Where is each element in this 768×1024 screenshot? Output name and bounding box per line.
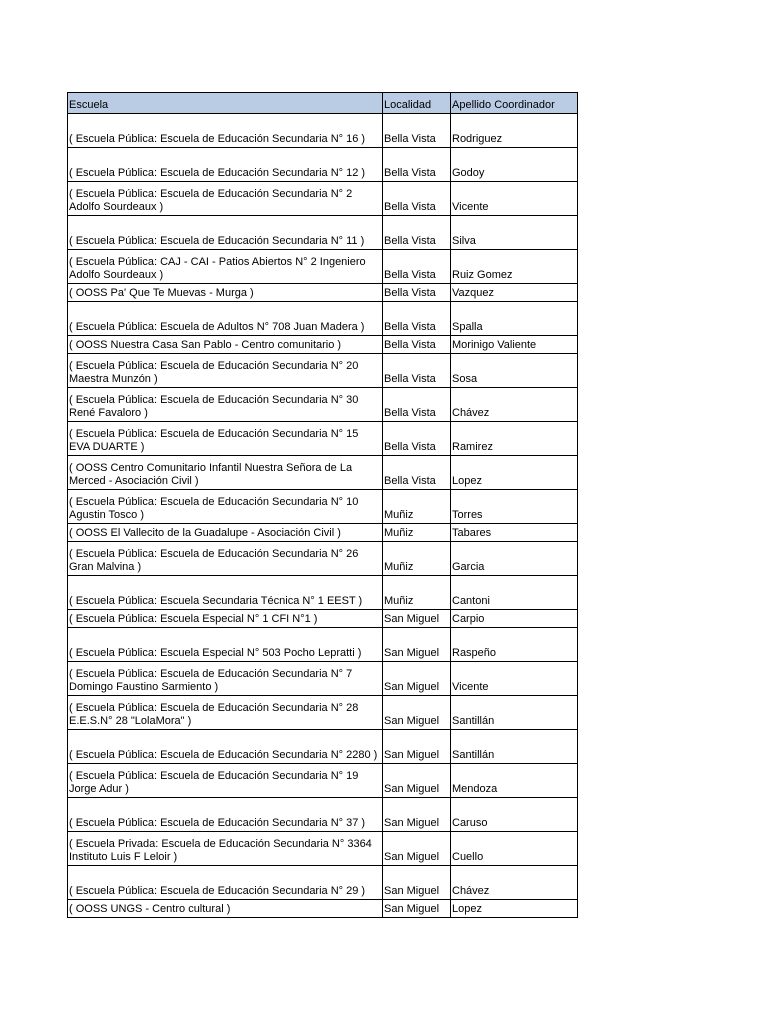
cell-localidad: Muñiz: [383, 490, 451, 524]
cell-coordinador: Sosa: [451, 354, 578, 388]
table-row: [68, 764, 578, 798]
table-row: [68, 422, 578, 456]
cell-coordinador: Lopez: [451, 900, 578, 918]
cell-localidad: Muñiz: [383, 576, 451, 610]
cell-coordinador: Vazquez: [451, 284, 578, 302]
schools-table: [67, 92, 578, 918]
cell-coordinador: Raspeño: [451, 628, 578, 662]
cell-escuela: ( Escuela Pública: Escuela de Educación Secundaria N° 37 ): [68, 798, 383, 832]
cell-coordinador: Rodriguez: [451, 114, 578, 148]
cell-coordinador: Silva: [451, 216, 578, 250]
table-row: [68, 900, 578, 918]
table-body: [68, 114, 578, 918]
table-row: [68, 284, 578, 302]
cell-escuela: ( OOSS UNGS - Centro cultural ): [68, 900, 383, 918]
cell-localidad: Bella Vista: [383, 216, 451, 250]
cell-escuela: ( OOSS El Vallecito de la Guadalupe - Asociación Civil ): [68, 524, 383, 542]
table-row: [68, 730, 578, 764]
cell-escuela: ( Escuela Pública: Escuela de Educación Secundaria N° 10 Agustin Tosco ): [68, 490, 383, 524]
cell-localidad: Bella Vista: [383, 422, 451, 456]
cell-localidad: San Miguel: [383, 900, 451, 918]
cell-localidad: Muñiz: [383, 524, 451, 542]
cell-coordinador: Spalla: [451, 302, 578, 336]
table-row: [68, 866, 578, 900]
cell-localidad: Bella Vista: [383, 456, 451, 490]
table-row: [68, 662, 578, 696]
table-row: [68, 696, 578, 730]
table-row: [68, 576, 578, 610]
cell-localidad: Bella Vista: [383, 148, 451, 182]
cell-escuela: ( Escuela Pública: Escuela de Educación Secundaria N° 19 Jorge Adur ): [68, 764, 383, 798]
cell-coordinador: Godoy: [451, 148, 578, 182]
cell-coordinador: Ruiz Gomez: [451, 250, 578, 284]
cell-coordinador: Chávez: [451, 388, 578, 422]
cell-localidad: Bella Vista: [383, 284, 451, 302]
cell-coordinador: Garcia: [451, 542, 578, 576]
cell-localidad: San Miguel: [383, 662, 451, 696]
cell-escuela: ( Escuela Pública: Escuela de Educación Secundaria N° 28 E.E.S.N° 28 "LolaMora" ): [68, 696, 383, 730]
cell-escuela: ( Escuela Pública: Escuela de Educación Secundaria N° 2 Adolfo Sourdeaux ): [68, 182, 383, 216]
table-row: [68, 250, 578, 284]
cell-localidad: San Miguel: [383, 764, 451, 798]
cell-localidad: Bella Vista: [383, 114, 451, 148]
cell-escuela: ( Escuela Privada: Escuela de Educación Secundaria N° 3364 Instituto Luis F Leloir ): [68, 832, 383, 866]
cell-escuela: ( Escuela Pública: Escuela de Educación Secundaria N° 12 ): [68, 148, 383, 182]
table-row: [68, 490, 578, 524]
cell-escuela: ( Escuela Pública: Escuela de Educación Secundaria N° 2280 ): [68, 730, 383, 764]
table-row: [68, 354, 578, 388]
table-row: [68, 388, 578, 422]
cell-localidad: Bella Vista: [383, 354, 451, 388]
cell-escuela: ( Escuela Pública: Escuela Especial N° 1 CFI N°1 ): [68, 610, 383, 628]
table-row: [68, 302, 578, 336]
table-row: [68, 628, 578, 662]
cell-escuela: ( Escuela Pública: Escuela de Educación Secundaria N° 29 ): [68, 866, 383, 900]
cell-localidad: Bella Vista: [383, 302, 451, 336]
cell-escuela: ( Escuela Pública: Escuela de Educación Secundaria N° 16 ): [68, 114, 383, 148]
table-row: [68, 148, 578, 182]
cell-localidad: San Miguel: [383, 832, 451, 866]
cell-escuela: ( Escuela Pública: Escuela de Educación Secundaria N° 30 René Favaloro ): [68, 388, 383, 422]
cell-localidad: San Miguel: [383, 798, 451, 832]
header-coordinador: Apellido Coordinador: [451, 93, 578, 114]
cell-escuela: ( Escuela Pública: Escuela de Educación Secundaria N° 26 Gran Malvina ): [68, 542, 383, 576]
cell-localidad: Muñiz: [383, 542, 451, 576]
cell-coordinador: Carpio: [451, 610, 578, 628]
cell-localidad: San Miguel: [383, 628, 451, 662]
cell-coordinador: Morinigo Valiente: [451, 336, 578, 354]
cell-coordinador: Cuello: [451, 832, 578, 866]
cell-coordinador: Santillán: [451, 696, 578, 730]
cell-coordinador: Vicente: [451, 662, 578, 696]
cell-coordinador: Chávez: [451, 866, 578, 900]
cell-escuela: ( Escuela Pública: Escuela de Adultos N° 708 Juan Madera ): [68, 302, 383, 336]
cell-escuela: ( OOSS Nuestra Casa San Pablo - Centro comunitario ): [68, 336, 383, 354]
cell-localidad: Bella Vista: [383, 388, 451, 422]
table-row: [68, 798, 578, 832]
cell-escuela: ( OOSS Centro Comunitario Infantil Nuestra Señora de La Merced - Asociación Civil ): [68, 456, 383, 490]
cell-escuela: ( Escuela Pública: Escuela Especial N° 503 Pocho Lepratti ): [68, 628, 383, 662]
cell-escuela: ( Escuela Pública: Escuela de Educación Secundaria N° 15 EVA DUARTE ): [68, 422, 383, 456]
cell-localidad: Bella Vista: [383, 250, 451, 284]
cell-coordinador: Tabares: [451, 524, 578, 542]
cell-localidad: San Miguel: [383, 866, 451, 900]
cell-localidad: Bella Vista: [383, 336, 451, 354]
cell-escuela: ( Escuela Pública: Escuela de Educación Secundaria N° 7 Domingo Faustino Sarmiento ): [68, 662, 383, 696]
cell-localidad: San Miguel: [383, 730, 451, 764]
table-row: [68, 832, 578, 866]
cell-escuela: ( Escuela Pública: Escuela Secundaria Técnica N° 1 EEST ): [68, 576, 383, 610]
table-row: [68, 524, 578, 542]
cell-coordinador: Torres: [451, 490, 578, 524]
table-row: [68, 114, 578, 148]
cell-localidad: San Miguel: [383, 696, 451, 730]
cell-escuela: ( Escuela Pública: Escuela de Educación Secundaria N° 20 Maestra Munzón ): [68, 354, 383, 388]
table-row: [68, 336, 578, 354]
cell-localidad: San Miguel: [383, 610, 451, 628]
header-localidad: Localidad: [383, 93, 451, 114]
table-row: [68, 610, 578, 628]
header-row: [68, 93, 578, 114]
cell-coordinador: Mendoza: [451, 764, 578, 798]
cell-coordinador: Cantoni: [451, 576, 578, 610]
table-row: [68, 456, 578, 490]
cell-localidad: Bella Vista: [383, 182, 451, 216]
cell-coordinador: Santillán: [451, 730, 578, 764]
table-row: [68, 216, 578, 250]
cell-coordinador: Caruso: [451, 798, 578, 832]
cell-escuela: ( OOSS Pa' Que Te Muevas - Murga ): [68, 284, 383, 302]
header-escuela: Escuela: [68, 93, 383, 114]
cell-coordinador: Lopez: [451, 456, 578, 490]
cell-coordinador: Ramirez: [451, 422, 578, 456]
table-row: [68, 542, 578, 576]
cell-escuela: ( Escuela Pública: CAJ - CAI - Patios Abiertos N° 2 Ingeniero Adolfo Sourdeaux ): [68, 250, 383, 284]
cell-coordinador: Vicente: [451, 182, 578, 216]
cell-escuela: ( Escuela Pública: Escuela de Educación Secundaria N° 11 ): [68, 216, 383, 250]
table-row: [68, 182, 578, 216]
